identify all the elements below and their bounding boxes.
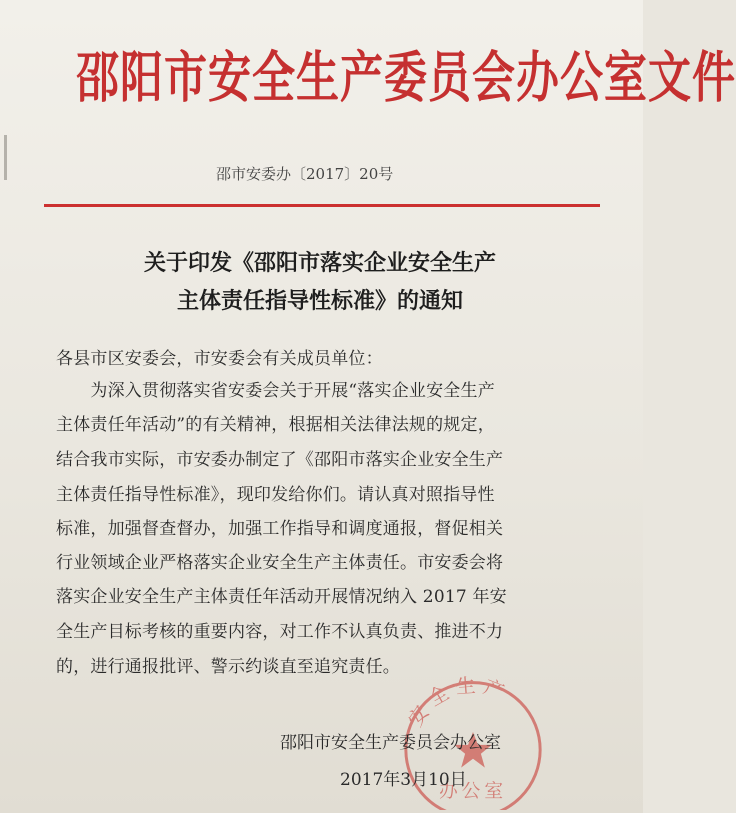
signature-date: 2017年3月10日 [340, 770, 467, 790]
body-line: 行业领域企业严格落实企业安全生产主体责任。市安委会将 [56, 553, 504, 573]
paper-fold-mark [4, 135, 7, 180]
body-line: 结合我市实际，市安委办制定了《邵阳市落实企业安全生产 [56, 450, 504, 470]
salutation: 各县市区安委会，市安委会有关成员单位： [56, 349, 383, 369]
signature-organization: 邵阳市安全生产委员会办公室 [280, 733, 501, 753]
svg-text:安全生产 [404, 674, 513, 731]
body-line: 落实企业安全生产主体责任年活动开展情况纳入 2017 年安 [56, 587, 507, 607]
body-line: 为深入贯彻落实省安委会关于开展“落实企业安全生产 [56, 381, 495, 401]
body-line: 标准，加强督查督办，加强工作指导和调度通报，督促相关 [56, 519, 504, 539]
notice-title-line-2: 主体责任指导性标准》的通知 [176, 288, 463, 314]
red-divider-line [44, 204, 600, 207]
notice-title-line-1: 关于印发《邵阳市落实企业安全生产 [143, 250, 496, 276]
body-line: 全生产目标考核的重要内容，对工作不认真负责、推进不力 [56, 622, 504, 642]
document-header-title: 邵阳市安全生产委员会办公室文件 [76, 46, 736, 111]
body-line: 主体责任指导性标准》，现印发给你们。请认真对照指导性 [56, 485, 495, 505]
body-line: 主体责任年活动”的有关精神，根据相关法律法规的规定， [56, 415, 495, 435]
document-number: 邵市安委办〔2017〕20号 [216, 165, 394, 183]
body-line: 的，进行通报批评、警示约谈直至追究责任。 [56, 657, 400, 677]
seal-bottom-text: 办公室 [438, 781, 508, 803]
seal-top-text: 安全生产 [403, 673, 513, 731]
